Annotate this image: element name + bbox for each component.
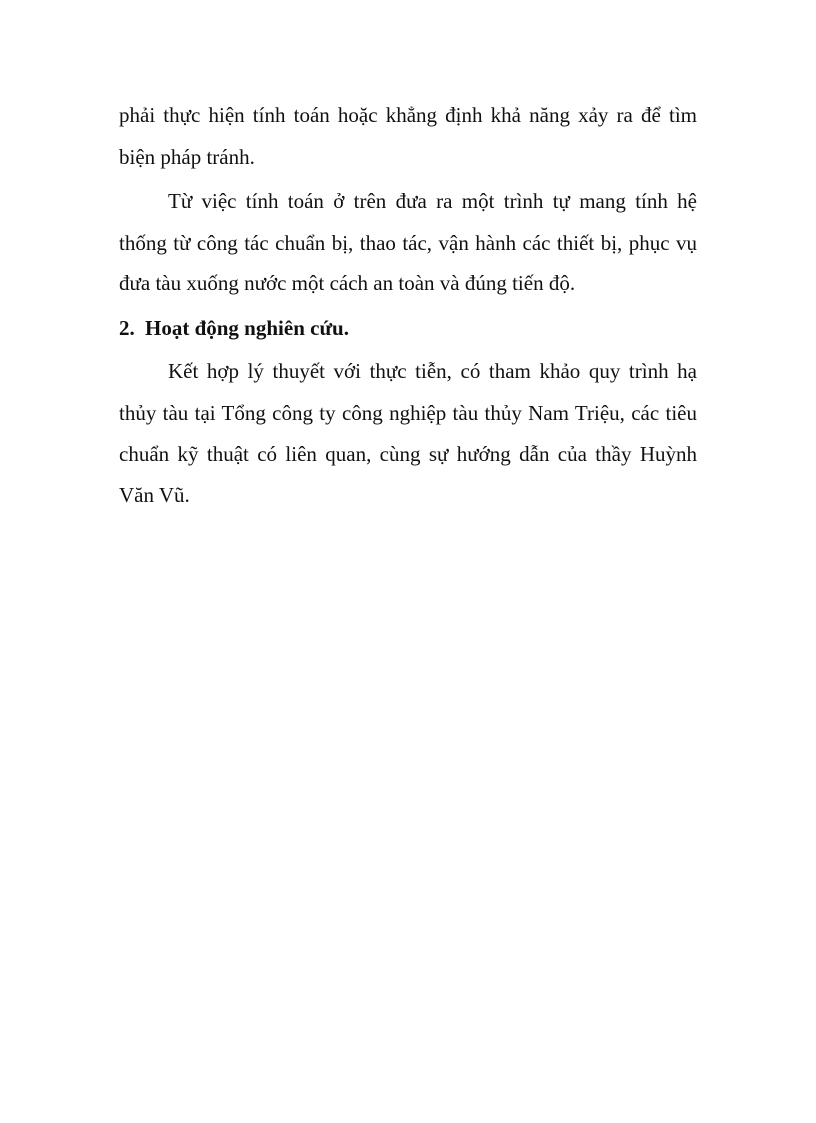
paragraph-line: chuẩn kỹ thuật có liên quan, cùng sự hướng dẫn của thầy Huỳnh: [119, 442, 697, 466]
paragraph-line: Kết hợp lý thuyết với thực tiễn, có tham khảo quy trình hạ: [168, 359, 697, 383]
paragraph-line: đưa tàu xuống nước một cách an toàn và đúng tiến độ.: [119, 271, 576, 295]
paragraph-line: phải thực hiện tính toán hoặc khẳng định khả năng xảy ra để tìm: [119, 103, 697, 127]
paragraph-line: Văn Vũ.: [119, 483, 190, 507]
section-title: Hoạt động nghiên cứu.: [145, 316, 349, 340]
section-number: 2.: [119, 316, 135, 340]
paragraph-line: thống từ công tác chuẩn bị, thao tác, vận hành các thiết bị, phục vụ: [119, 231, 697, 255]
paragraph-line: Từ việc tính toán ở trên đưa ra một trình tự mang tính hệ: [168, 189, 697, 213]
section-heading: [119, 314, 697, 342]
paragraph-line: biện pháp tránh.: [119, 145, 255, 169]
paragraph-line: thủy tàu tại Tổng công ty công nghiệp tàu thủy Nam Triệu, các tiêu: [119, 401, 697, 425]
